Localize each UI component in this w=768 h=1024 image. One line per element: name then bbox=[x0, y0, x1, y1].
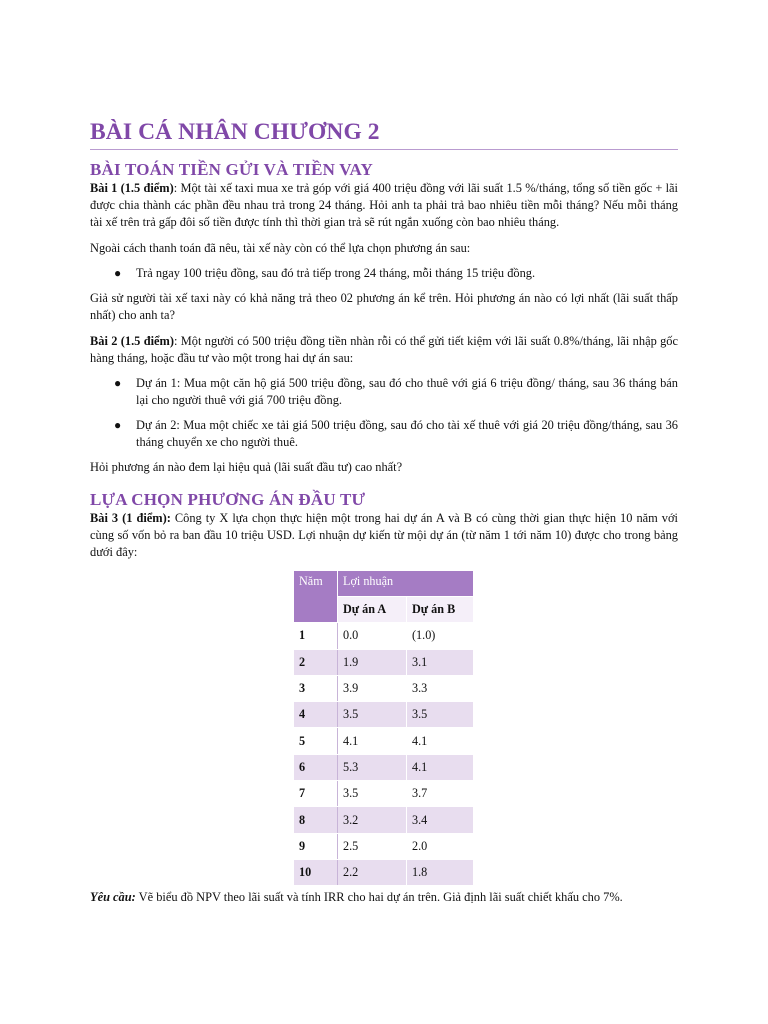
cell-project-b: 3.3 bbox=[407, 675, 474, 701]
exercise-3-paragraph bbox=[90, 510, 678, 561]
cell-year: 10 bbox=[294, 859, 338, 885]
cell-project-b: 3.4 bbox=[407, 807, 474, 833]
cell-project-a: 1.9 bbox=[338, 649, 407, 675]
header-year: Năm bbox=[294, 571, 338, 623]
table-row bbox=[294, 807, 474, 833]
table-row bbox=[294, 754, 474, 780]
table-row bbox=[294, 623, 474, 649]
exercise-3-label: Bài 3 (1 điểm): bbox=[90, 511, 171, 525]
cell-project-a: 2.2 bbox=[338, 859, 407, 885]
bullet-icon: ● bbox=[114, 266, 122, 280]
cell-project-a: 3.5 bbox=[338, 781, 407, 807]
page-title: BÀI CÁ NHÂN CHƯƠNG 2 bbox=[90, 118, 678, 150]
table-row bbox=[294, 781, 474, 807]
exercise-2-paragraph bbox=[90, 333, 678, 367]
table-row bbox=[294, 859, 474, 885]
cell-project-b: 3.5 bbox=[407, 702, 474, 728]
header-project-a: Dự án A bbox=[338, 597, 407, 623]
cell-project-a: 2.5 bbox=[338, 833, 407, 859]
list-item bbox=[90, 417, 678, 451]
section-heading-deposits-loans: BÀI TOÁN TIỀN GỬI VÀ TIỀN VAY bbox=[90, 160, 373, 179]
header-project-b: Dự án B bbox=[407, 597, 474, 623]
profit-table bbox=[293, 570, 474, 886]
cell-year: 2 bbox=[294, 649, 338, 675]
section-heading-investment: LỰA CHỌN PHƯƠNG ÁN ĐẦU TƯ bbox=[90, 490, 366, 509]
requirement-text: Vẽ biểu đồ NPV theo lãi suất và tính IRR cho hai dự án trên. Giả định lãi suất chiết khấu cho 7%. bbox=[135, 890, 623, 905]
cell-project-a: 3.9 bbox=[338, 675, 407, 701]
cell-year: 6 bbox=[294, 754, 338, 780]
cell-project-b: 2.0 bbox=[407, 833, 474, 859]
exercise-1-text: : Một tài xế taxi mua xe trả góp với giá 400 triệu đồng với lãi suất 1.5 %/tháng, tổng số tiền gốc + lãi được chia thành các phần đều nhau trả trong 24 tháng. Hỏi anh ta phải trả bao nhiêu tiền mỗi tháng? Nếu mỗi tháng tài xế trên trả gấp đôi số tiền được tính thì thời gian trả sẽ rút ngắn xuống còn bao nhiêu tháng. bbox=[90, 181, 678, 229]
cell-project-b: 1.8 bbox=[407, 859, 474, 885]
document-page bbox=[90, 118, 678, 906]
cell-project-a: 4.1 bbox=[338, 728, 407, 754]
bullet-icon: ● bbox=[114, 376, 122, 390]
cell-project-a: 3.5 bbox=[338, 702, 407, 728]
cell-year: 8 bbox=[294, 807, 338, 833]
bullet-list-2 bbox=[90, 375, 678, 451]
exercise-2-text: : Một người có 500 triệu đồng tiền nhàn rỗi có thể gửi tiết kiệm với lãi suất 0.8%/tháng, lãi nhập gốc hàng tháng, hoặc đầu tư vào một trong hai dự án sau: bbox=[90, 334, 678, 365]
list-item-text: Dự án 1: Mua một căn hộ giá 500 triệu đồng, sau đó cho thuê với giá 6 triệu đồng/ tháng, sau 36 tháng bán lại cho người thuê với giá 700 triệu đồng. bbox=[136, 376, 678, 407]
bullet-list-1 bbox=[90, 265, 678, 282]
table-row bbox=[294, 649, 474, 675]
question-paragraph: Hỏi phương án nào đem lại hiệu quả (lãi suất đầu tư) cao nhất? bbox=[90, 460, 403, 474]
table-body bbox=[294, 623, 474, 886]
cell-project-b: 4.1 bbox=[407, 728, 474, 754]
profit-table-wrapper bbox=[293, 570, 474, 886]
exercise-2-label: Bài 2 (1.5 điểm) bbox=[90, 334, 174, 348]
cell-project-b: 3.1 bbox=[407, 649, 474, 675]
cell-project-b: 4.1 bbox=[407, 754, 474, 780]
cell-project-a: 3.2 bbox=[338, 807, 407, 833]
cell-year: 9 bbox=[294, 833, 338, 859]
table-row bbox=[294, 833, 474, 859]
list-item bbox=[90, 265, 678, 282]
alternative-paragraph: Ngoài cách thanh toán đã nêu, tài xế này còn có thể lựa chọn phương án sau: bbox=[90, 241, 471, 255]
cell-project-a: 0.0 bbox=[338, 623, 407, 649]
requirement-paragraph bbox=[90, 889, 678, 906]
bullet-icon: ● bbox=[114, 418, 122, 432]
header-profit: Lợi nhuận bbox=[338, 571, 474, 597]
cell-year: 7 bbox=[294, 781, 338, 807]
cell-project-b: (1.0) bbox=[407, 623, 474, 649]
exercise-1-paragraph bbox=[90, 180, 678, 231]
cell-project-b: 3.7 bbox=[407, 781, 474, 807]
requirement-label: Yêu cầu: bbox=[90, 890, 136, 905]
cell-project-a: 5.3 bbox=[338, 754, 407, 780]
list-item bbox=[90, 375, 678, 409]
cell-year: 4 bbox=[294, 702, 338, 728]
table-row bbox=[294, 702, 474, 728]
table-header-row bbox=[294, 571, 474, 597]
table-row bbox=[294, 675, 474, 701]
exercise-1-label: Bài 1 (1.5 điểm) bbox=[90, 181, 174, 195]
cell-year: 5 bbox=[294, 728, 338, 754]
list-item-text: Trả ngay 100 triệu đồng, sau đó trả tiếp trong 24 tháng, mỗi tháng 15 triệu đồng. bbox=[136, 266, 536, 280]
assumption-paragraph: Giả sử người tài xế taxi này có khả năng trả theo 02 phương án kể trên. Hỏi phương án nào có lợi nhất (lãi suất thấp nhất) cho anh ta? bbox=[90, 291, 678, 322]
list-item-text: Dự án 2: Mua một chiếc xe tải giá 500 triệu đồng, sau đó cho tài xế thuê với giá 20 triệu đồng/tháng, sau 36 tháng chuyển xe cho người thuê. bbox=[136, 418, 678, 449]
exercise-3-text: Công ty X lựa chọn thực hiện một trong hai dự án A và B có cùng thời gian thực hiện 10 năm với cùng số vốn bỏ ra ban đầu 10 triệu USD. Lợi nhuận dự kiến từ mội dự án (từ năm 1 tới năm 10) được cho trong bảng dưới đây: bbox=[90, 511, 678, 559]
table-row bbox=[294, 728, 474, 754]
cell-year: 3 bbox=[294, 675, 338, 701]
cell-year: 1 bbox=[294, 623, 338, 649]
